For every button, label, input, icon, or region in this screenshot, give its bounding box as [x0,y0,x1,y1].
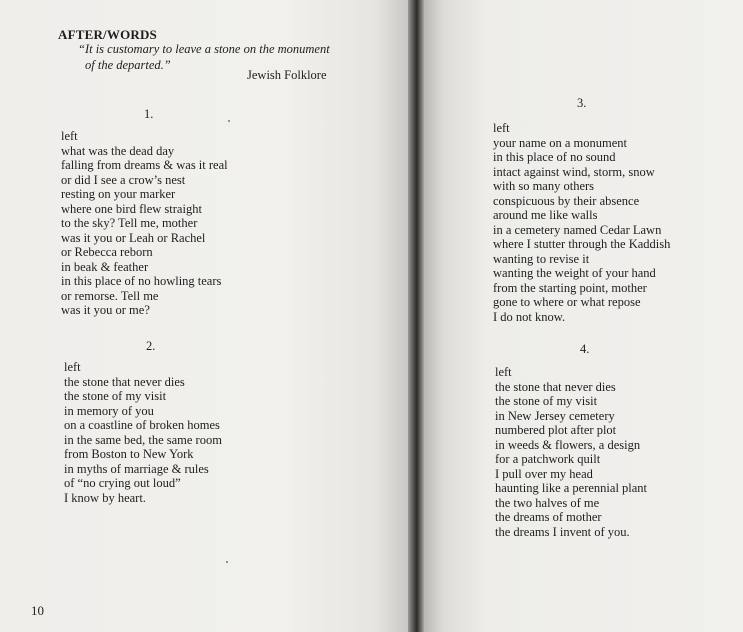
stanza-line: I pull over my head [495,466,593,481]
stanza-line: I do not know. [493,309,566,324]
stanza-line: wanting the weight of your hand [493,266,656,280]
stanza-4 [495,365,647,539]
epigraph-source: Jewish Folklore [247,68,327,82]
epigraph-line-2: of the departed.” [85,58,171,72]
stanza-line: falling from dreams & was it real [61,158,228,172]
paper-speck [226,561,228,563]
stanza-line: with so many others [493,179,595,193]
stanza-line: left [495,365,512,379]
stanza-line: of “no crying out loud” [64,476,181,490]
stanza-line: from Boston to New York [64,447,194,461]
stanza-line: in New Jersey cemetery [495,408,615,423]
stanza-line: where I stutter through the Kaddish [493,237,671,251]
stanza-line: was it you or me? [61,303,150,317]
stanza-line: in memory of you [64,403,154,418]
right-page [424,0,743,632]
stanza-line: in the same bed, the same room [64,432,222,447]
stanza-line: or remorse. Tell me [61,288,159,303]
poem-title: AFTER/WORDS [58,27,157,42]
stanza-line: the two halves of me [495,495,600,510]
stanza-line: around me like walls [493,208,598,222]
stanza-line: or did I see a crow’s nest [61,172,186,187]
stanza-line: conspicuous by their absence [493,193,640,208]
stanza-line: the stone of my visit [64,389,167,403]
stanza-line: left [61,129,78,143]
stanza-line: what was the dead day [61,143,175,158]
epigraph-line-1: “It is customary to leave a stone on the monument [78,42,330,56]
stanza-line: wanting to revise it [493,251,590,266]
stanza-line: left [64,360,81,374]
stanza-line: gone to where or what repose [493,295,641,309]
stanza-line: the stone that never dies [495,379,616,394]
stanza-line: haunting like a perennial plant [495,481,648,495]
page-number: 10 [31,603,44,618]
epigraph [78,41,378,73]
stanza-line: your name on a monument [493,135,627,150]
stanza-line: in myths of marriage & rules [64,461,209,476]
stanza-line: to the sky? Tell me, mother [61,216,198,230]
stanza-line: left [493,121,510,135]
stanza-line: from the starting point, mother [493,280,647,295]
stanza-line: on a coastline of broken homes [64,418,220,432]
stanza-line: the stone of my visit [495,394,598,408]
stanza-line: for a patchwork quilt [495,452,601,466]
stanza-line: the stone that never dies [64,374,185,389]
stanza-3 [493,121,670,324]
stanza-line: resting on your marker [61,187,176,201]
stanza-line: in beak & feather [61,259,149,274]
stanza-line: in this place of no howling tears [61,274,222,288]
stanza-line: the dreams of mother [495,510,602,524]
section-number-1: 1. [144,107,154,121]
stanza-line: where one bird flew straight [61,201,202,216]
stanza-1 [61,129,228,318]
stanza-line: was it you or Leah or Rachel [61,230,206,245]
section-number-4: 4. [580,342,590,356]
stanza-line: in a cemetery named Cedar Lawn [493,222,662,237]
paper-speck [228,120,230,122]
section-number-3: 3. [577,96,587,110]
stanza-line: or Rebecca reborn [61,245,153,259]
stanza-line: I know by heart. [64,490,146,505]
stanza-line: in this place of no sound [493,150,616,164]
stanza-line: intact against wind, storm, snow [493,164,655,179]
section-number-2: 2. [146,339,156,353]
stanza-line: the dreams I invent of you. [495,524,630,539]
book-gutter [408,0,424,632]
stanza-line: numbered plot after plot [495,423,617,437]
stanza-2 [64,360,222,505]
stanza-line: in weeds & flowers, a design [495,437,641,452]
